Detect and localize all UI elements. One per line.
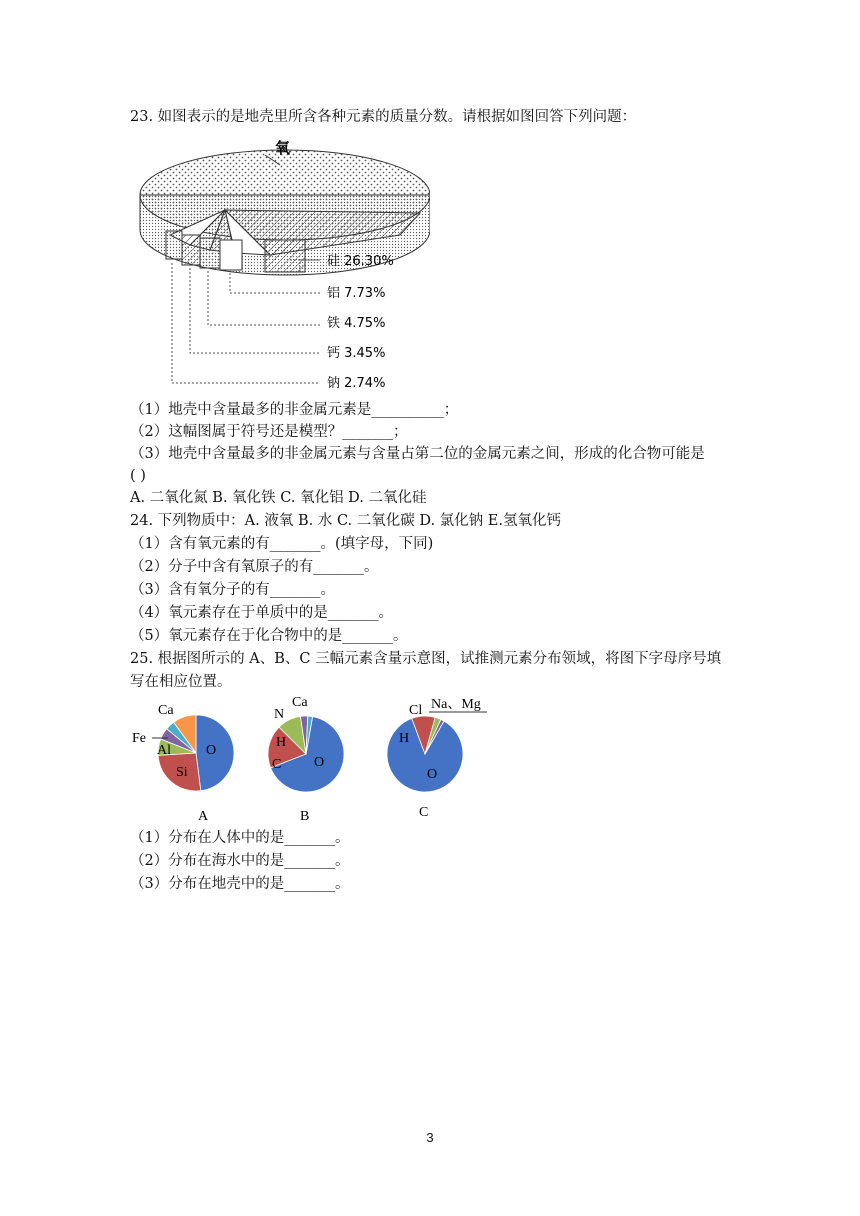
pie-c-label-o: O — [427, 767, 438, 782]
pie-c-label-h: H — [399, 731, 410, 746]
pie-wedge-fe — [200, 238, 220, 268]
label-fe: 铁 4.75% — [327, 316, 386, 331]
q25-sub3: （3）分布在地壳中的是_______。 — [130, 876, 350, 892]
crust-element-pie-chart — [130, 135, 430, 395]
label-ca: 钙 3.45% — [327, 346, 386, 361]
pie-wedge-na — [166, 231, 182, 259]
pie-c-label-namg: Na、Mg — [431, 697, 481, 712]
q24-sub1: （1）含有氧元素的有_______。(填字母，下同) — [130, 536, 434, 552]
pie-b-label-h: H — [276, 735, 287, 750]
pie-b-label-n: N — [274, 707, 285, 722]
pie-c-caption: C — [419, 805, 429, 820]
page-number: 3 — [426, 1130, 434, 1145]
q23-sub3-line1: （3）地壳中含量最多的非金属元素与含量占第二位的金属元素之间，形成的化合物可能是 — [130, 446, 705, 462]
q23-sub3-line2: ( ) — [130, 468, 146, 484]
pie-b-label-c: C — [272, 757, 282, 772]
label-al: 铝 7.73% — [327, 286, 386, 301]
pie-a-label-si: Si — [176, 765, 188, 780]
q23-stem: 23. 如图表示的是地壳里所含各种元素的质量分数。请根据如图回答下列问题： — [130, 109, 637, 125]
pie-chart-a — [130, 698, 250, 828]
pie-chart-c — [385, 690, 505, 820]
label-si: 硅 26.30% — [327, 254, 394, 269]
pie-a-label-al: Al — [157, 743, 171, 758]
q24-sub3: （3）含有氧分子的有_______。 — [130, 582, 335, 598]
q25-stem-line1: 25. 根据图所示的 A、B、C 三幅元素含量示意图，试推测元素分布领域，将图下字母序号填 — [130, 651, 722, 667]
q25-stem-line2: 写在相应位置。 — [130, 674, 232, 690]
pie-wedge-ca — [182, 235, 200, 265]
label-na: 钠 2.74% — [327, 376, 386, 391]
pie-wedge-si — [265, 240, 305, 272]
label-oxygen: 氧 — [275, 139, 291, 157]
pie-b-caption: B — [300, 809, 310, 820]
q25-sub1: （1）分布在人体中的是_______。 — [130, 830, 350, 846]
q23-options: A. 二氧化氮 B. 氧化铁 C. 氧化铝 D. 二氧化硅 — [130, 490, 427, 506]
q23-sub1: （1）地壳中含量最多的非金属元素是__________； — [130, 402, 459, 418]
q23-sub2: （2）这幅图属于符号还是模型？_______； — [130, 424, 408, 440]
q24-sub5: （5）氧元素存在于化合物中的是_______。 — [130, 628, 408, 644]
pie-a-label-ca: Ca — [158, 703, 174, 718]
pie-c-label-cl: Cl — [409, 703, 423, 718]
pie-b-label-o: O — [314, 755, 325, 770]
q24-sub2: （2）分子中含有氧原子的有_______。 — [130, 559, 379, 575]
pie-a-label-fe: Fe — [132, 731, 146, 746]
pie-wedge-al — [220, 240, 242, 270]
pie-chart-b — [258, 690, 368, 820]
pie-a-label-o: O — [206, 743, 217, 758]
q24-sub4: （4）氧元素存在于单质中的是_______。 — [130, 605, 393, 621]
pie-a-caption: A — [198, 809, 209, 824]
q25-sub2: （2）分布在海水中的是_______。 — [130, 853, 350, 869]
pie-b-label-ca: Ca — [292, 695, 308, 710]
q24-stem: 24. 下列物质中：A. 液氧 B. 水 C. 二氧化碳 D. 氯化钠 E.氢氧化钙 — [130, 513, 561, 529]
